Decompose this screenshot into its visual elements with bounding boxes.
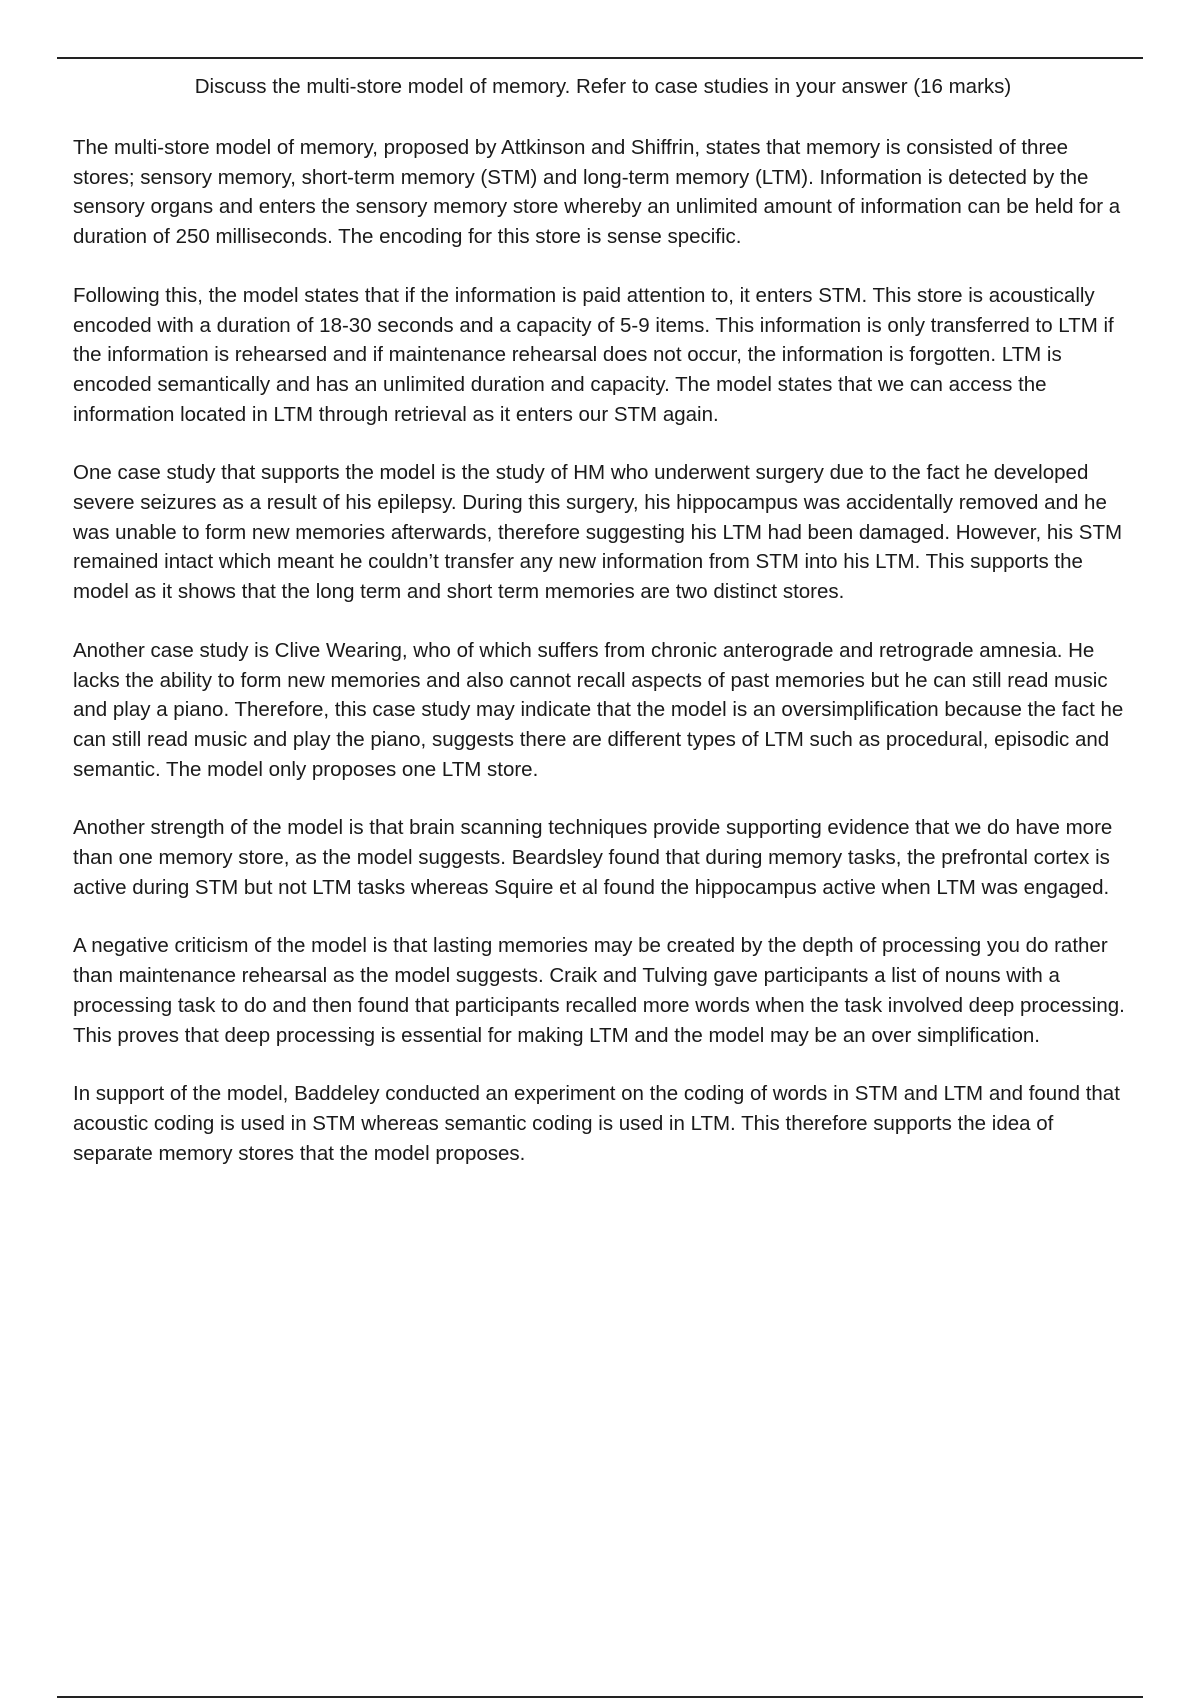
paragraph-hm-case-study: One case study that supports the model is the study of HM who underwent surgery due to the fact he developed severe seizures as a result of his epilepsy. During this surgery, his hippocampus was accidentally removed and he was unable to form new memories afterwards, therefore suggesting his LTM had been damaged. However, his STM remained intact which meant he couldn’t transfer any new information from STM into his LTM. This supports the model as it shows that the long term and short term memories are two distinct stores. [73,461,1123,604]
document-body [73,72,1133,1197]
essay-question-title: Discuss the multi-store model of memory. Refer to case studies in your answer (16 marks) [194,75,1012,98]
paragraph-depth-of-processing: A negative criticism of the model is that lasting memories may be created by the depth of processing you do rather than maintenance rehearsal as the model suggests. Craik and Tulving gave participants a list of nouns with a processing task to do and then found that participants recalled more words when the task involved deep processing. This proves that deep processing is essential for making LTM and the model may be an over simplification. [73,934,1125,1047]
paragraph-clive-wearing-case-study: Another case study is Clive Wearing, who of which suffers from chronic anterograde and retrograde amnesia. He lacks the ability to form new memories and also cannot recall aspects of past memories but he can still read music and play a piano. Therefore, this case study may indicate that the model is an oversimplification because the fact he can still read music and play the piano, suggests there are different types of LTM such as procedural, episodic and semantic. The model only proposes one LTM store. [73,638,1124,781]
paragraph-brain-scanning: Another strength of the model is that brain scanning techniques provide supporting evidence that we do have more than one memory store, as the model suggests. Beardsley found that during memory tasks, the prefrontal cortex is active during STM but not LTM tasks whereas Squire et al found the hippocampus active when LTM was engaged. [73,816,1113,899]
paragraph-intro: The multi-store model of memory, proposed by Attkinson and Shiffrin, states that memory is consisted of three stores; sensory memory, short-term memory (STM) and long-term memory (LTM). Information is detected by the sensory organs and enters the sensory memory store whereby an unlimited amount of information can be held for a duration of 250 milliseconds. The encoding for this store is sense specific. [73,136,1121,249]
top-divider [57,57,1143,59]
paragraph-baddeley: In support of the model, Baddeley conducted an experiment on the coding of words in STM and LTM and found that acoustic coding is used in STM whereas semantic coding is used in LTM. This therefore supports the idea of separate memory stores that the model proposes. [73,1082,1120,1165]
paragraph-stm-ltm: Following this, the model states that if the information is paid attention to, it enters STM. This store is acoustically encoded with a duration of 18-30 seconds and a capacity of 5-9 items. This information is only transferred to LTM if the information is rehearsed and if maintenance rehearsal does not occur, the information is forgotten. LTM is encoded semantically and has an unlimited duration and capacity. The model states that we can access the information located in LTM through retrieval as it enters our STM again. [73,283,1114,426]
bottom-divider [57,1696,1143,1698]
